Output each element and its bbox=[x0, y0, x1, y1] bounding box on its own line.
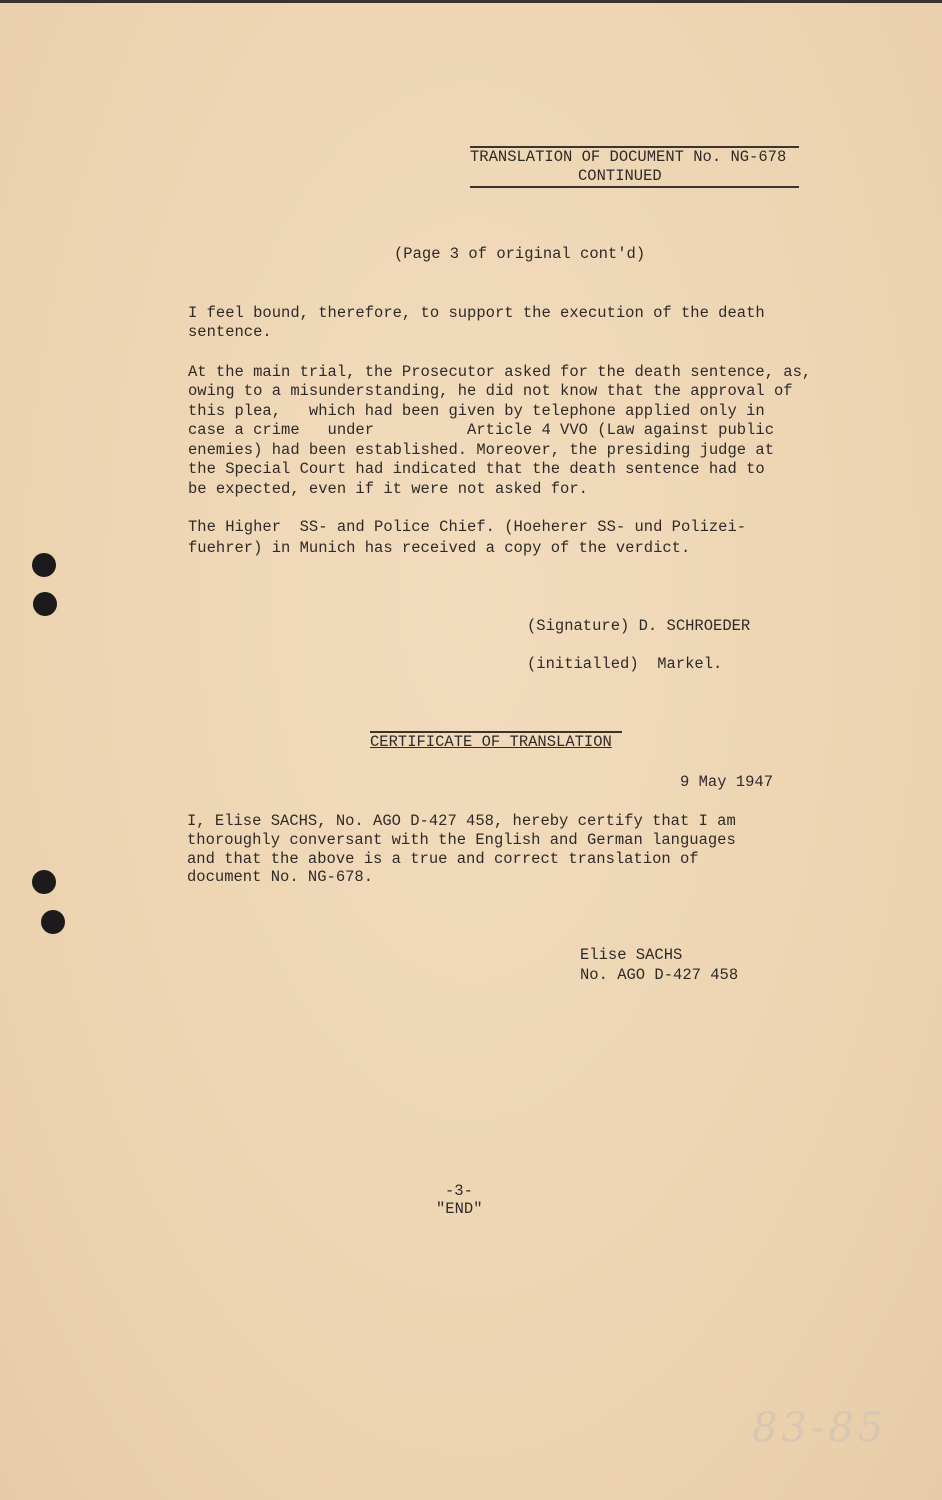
top-edge-line bbox=[0, 0, 942, 3]
end-mark: "END" bbox=[436, 1200, 483, 1218]
punch-hole bbox=[32, 870, 56, 894]
text-line: enemies) had been established. Moreover, the presiding judge at bbox=[188, 441, 774, 459]
translator-number: No. AGO D-427 458 bbox=[580, 966, 739, 984]
punch-hole bbox=[33, 592, 57, 616]
text-line: sentence. bbox=[188, 323, 272, 341]
text-line: fuehrer) in Munich has received a copy of the verdict. bbox=[188, 539, 691, 557]
translator-name: Elise SACHS bbox=[580, 946, 683, 964]
header-rule-bottom bbox=[470, 186, 799, 188]
text-line: The Higher SS- and Police Chief. (Hoeherer SS- und Polizei- bbox=[188, 518, 747, 536]
page-number: -3- bbox=[445, 1182, 473, 1200]
document-title: TRANSLATION OF DOCUMENT No. NG-678 bbox=[470, 148, 787, 166]
text-line: I feel bound, therefore, to support the execution of the death bbox=[188, 304, 765, 322]
text-line: case a crime under Article 4 VVO (Law against public bbox=[188, 421, 774, 439]
text-line: be expected, even if it were not asked for. bbox=[188, 480, 588, 498]
text-line: the Special Court had indicated that the death sentence had to bbox=[188, 460, 765, 478]
certificate-date: 9 May 1947 bbox=[680, 773, 774, 791]
text-line: owing to a misunderstanding, he did not know that the approval of bbox=[188, 382, 793, 400]
text-line: thoroughly conversant with the English and German languages bbox=[187, 831, 736, 849]
punch-hole bbox=[32, 553, 56, 577]
page-reference: (Page 3 of original cont'd) bbox=[394, 245, 646, 263]
signature-line: (Signature) D. SCHROEDER bbox=[527, 617, 751, 635]
text-line: document No. NG-678. bbox=[187, 868, 374, 886]
certificate-heading: CERTIFICATE OF TRANSLATION bbox=[370, 733, 612, 751]
punch-hole bbox=[41, 910, 65, 934]
handwritten-page-range: 83-85 bbox=[752, 1405, 888, 1451]
text-line: At the main trial, the Prosecutor asked for the death sentence, as, bbox=[188, 363, 812, 381]
text-line: this plea, which had been given by telephone applied only in bbox=[188, 402, 765, 420]
document-subtitle: CONTINUED bbox=[578, 167, 662, 185]
initialled-line: (initialled) Markel. bbox=[527, 655, 723, 673]
text-line: and that the above is a true and correct translation of bbox=[187, 850, 699, 868]
text-line: I, Elise SACHS, No. AGO D-427 458, hereby certify that I am bbox=[187, 812, 736, 830]
